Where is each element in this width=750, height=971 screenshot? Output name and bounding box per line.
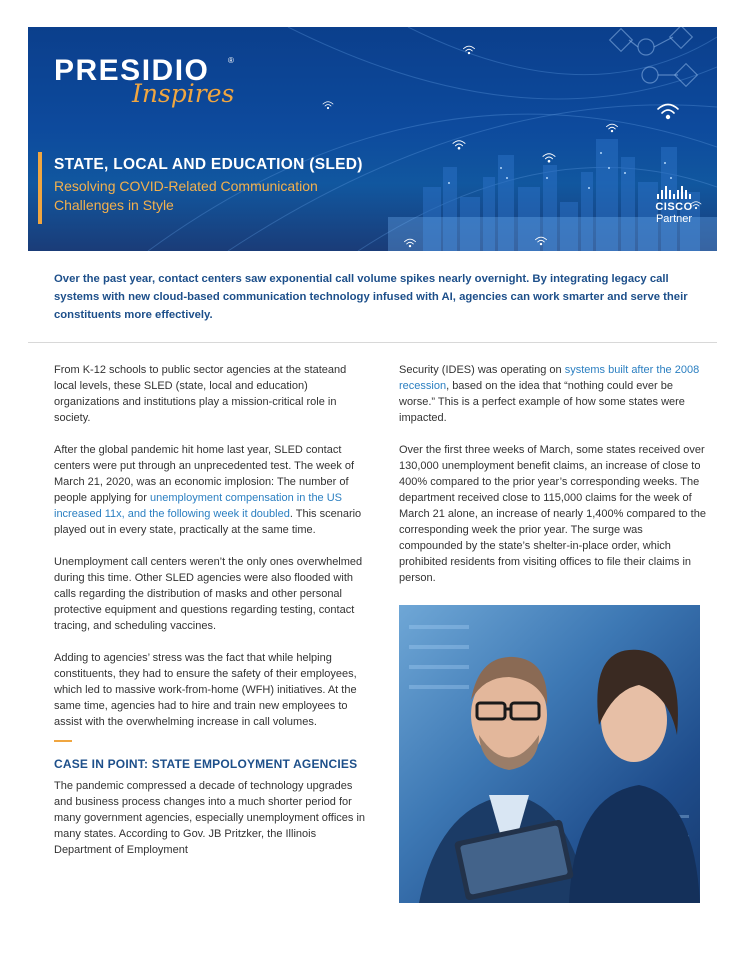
partner-label: Partner bbox=[655, 213, 693, 225]
registered-mark: ® bbox=[228, 56, 234, 65]
left-paragraph-2 bbox=[54, 442, 367, 538]
left-paragraph-4: Adding to agencies’ stress was the fact that while helping constituents, they had to ensure the safety of their employees, which led to massive work-from-home (WFH) initiatives. At the same time, agencies had to hire and train new employees to assist with the overwhelming increase in call volumes. bbox=[54, 652, 357, 728]
systems-built-link[interactable]: systems built after the 2008 recession bbox=[399, 364, 700, 392]
right-paragraph-2: Over the first three weeks of March, some states received over 130,000 unemployment benefit claims, an increase of close to 400% compared to the prior year’s corresponding weeks. The department received close to 115,000 claims for the week of March 21 alone, an increase of nearly 1,400% compared to the corresponding week the prior year. The surge was compounded by the state’s shelter-in-place order, which prohibited residents from visiting offices to file their claims in person. bbox=[399, 444, 706, 584]
case-heading-rest: STATE EMPOLOYMENT AGENCIES bbox=[148, 757, 358, 771]
cisco-brand: CISCO bbox=[655, 201, 693, 213]
right-paragraph-1-text-b: , based on the idea that “nothing could ever be worse.” This is a perfect example of how some states were impacted. bbox=[399, 380, 685, 424]
workers-photo bbox=[399, 605, 700, 903]
left-paragraph-2-text-a: After the global pandemic hit home last year, SLED contact centers were put through an unprecedented test. The week of March 21, 2020, was an economic implosion: The number of people applying for bbox=[54, 444, 355, 504]
banner-title-block bbox=[38, 152, 408, 224]
intro-paragraph: Over the past year, contact centers saw exponential call volume spikes nearly overnight. By integrating legacy call systems with new cloud-based communication technology infused with AI, agencies can work smarter and serve their constituents more effectively. bbox=[54, 273, 688, 321]
case-heading-accent bbox=[54, 740, 72, 742]
case-in-point-heading bbox=[54, 756, 367, 772]
right-paragraph-1 bbox=[399, 362, 709, 426]
right-paragraph-1-text-a: Security (IDES) was operating on bbox=[399, 364, 565, 376]
case-heading-bold: CASE IN POINT: bbox=[54, 757, 149, 771]
left-paragraph-5: The pandemic compressed a decade of technology upgrades and business process changes into a much shorter period for many government agencies, especially unemployment offices in many states. According to Gov. JB Pritzker, the Illinois Department of Employment bbox=[54, 780, 366, 856]
left-paragraph-1: From K-12 schools to public sector agencies at the stateand local levels, these SLED (state, local and education) organizations and institutions play a mission-critical role in society. bbox=[54, 364, 347, 424]
subtitle-line-1: Resolving COVID-Related Communication bbox=[54, 178, 318, 194]
inspires-logo-script: Inspires bbox=[132, 79, 235, 108]
subtitle-line-2: Challenges in Style bbox=[54, 197, 174, 213]
section-divider bbox=[28, 342, 717, 343]
photo-illustration bbox=[399, 605, 700, 903]
left-paragraph-2-text-b: . This scenario played out in every state, practically at the same time. bbox=[54, 508, 362, 536]
left-column bbox=[54, 362, 367, 874]
presidio-logo-word: PRESIDIO bbox=[54, 54, 210, 87]
page-subtitle bbox=[54, 177, 408, 215]
left-paragraph-3: Unemployment call centers weren’t the only ones overwhelmed during this time. Other SLED agencies were also flooded with calls regarding the distribution of masks and other personal protective equipment and questions regarding testing, contact tracing, and scheduling vaccines. bbox=[54, 556, 363, 632]
cisco-partner-logo bbox=[646, 185, 702, 225]
header-banner bbox=[28, 27, 717, 251]
unemployment-compensation-link[interactable]: unemployment compensation in the US increased 11x, and the following week it doubled bbox=[54, 492, 343, 520]
cisco-bars-icon bbox=[646, 185, 702, 199]
page-title: STATE, LOCAL AND EDUCATION (SLED) bbox=[54, 156, 363, 173]
right-column bbox=[399, 362, 709, 602]
